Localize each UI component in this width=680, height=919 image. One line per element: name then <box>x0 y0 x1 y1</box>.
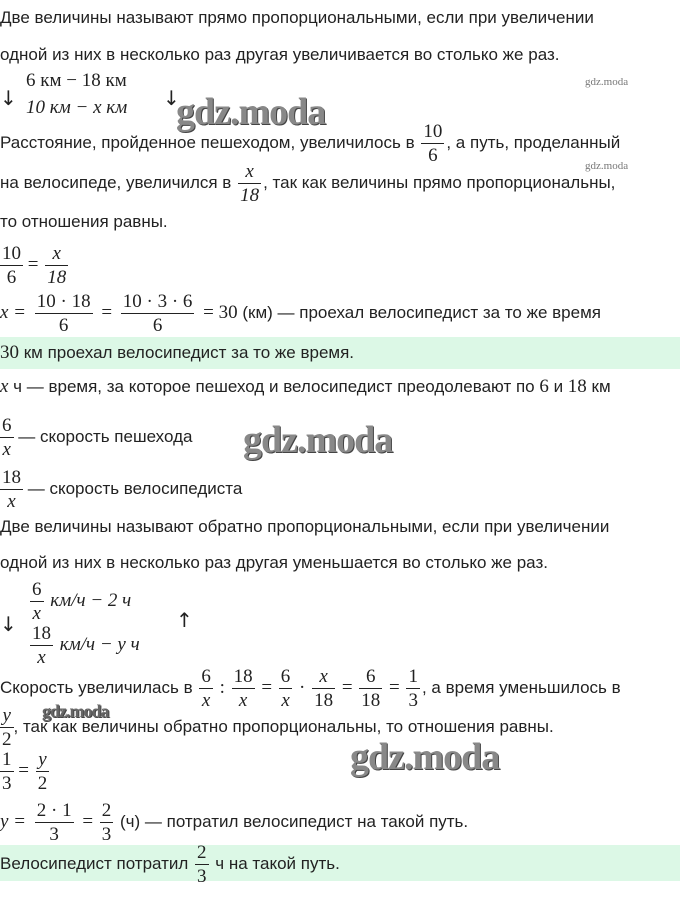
fraction-term: 3 <box>408 690 418 711</box>
text-segment <box>0 843 340 886</box>
arrow-down-icon: ↓ <box>0 86 17 110</box>
fraction-term: 6 <box>2 415 12 436</box>
text-segment: · <box>299 676 306 698</box>
fraction-term: 2 · 1 <box>36 800 72 821</box>
text-segment: y = <box>0 810 27 832</box>
fraction-bar <box>421 143 444 144</box>
scheme2-row1 <box>28 580 131 623</box>
fraction <box>199 667 213 710</box>
text-segment: = 30 <box>203 301 238 323</box>
scheme2-row2 <box>28 624 140 667</box>
text-segment: на велосипеде, увеличился в <box>0 172 232 192</box>
fraction-term: 1 <box>408 666 418 687</box>
fraction-term: 18 <box>361 690 381 711</box>
text-segment: — скорость пешехода <box>13 426 193 446</box>
fraction-bar <box>232 688 255 689</box>
fraction-term: y <box>2 705 11 726</box>
fraction-term: 6 <box>6 267 17 288</box>
fraction <box>421 122 444 165</box>
fraction <box>45 244 68 287</box>
fraction <box>0 706 14 749</box>
text-segment: ч — время, за которое пешеход и велосипедист преодолевают по <box>8 377 540 396</box>
fraction-bar <box>279 688 293 689</box>
fraction-term: y <box>38 749 47 770</box>
text-segment: (км) — проехал велосипедист за то же время <box>237 302 601 322</box>
fraction-bar <box>35 822 74 823</box>
watermark: gdz.moda <box>585 160 629 172</box>
fraction-bar <box>312 688 335 689</box>
text-segment: , так как величины обратно пропорциональны, то отношения равны. <box>13 716 554 736</box>
fraction-term: 1 <box>2 749 12 770</box>
fraction-term: 10 <box>2 243 21 264</box>
fraction-bar <box>121 313 195 314</box>
fraction-term: 2 <box>2 729 12 750</box>
fraction-bar <box>0 489 23 490</box>
fraction <box>0 244 23 287</box>
fraction-term: x <box>238 690 248 711</box>
text-segment: = <box>341 676 353 698</box>
text-segment: , а путь, проделанный <box>446 132 621 152</box>
fraction-term: 10 <box>423 121 443 142</box>
speed-cyclist <box>0 468 242 511</box>
fraction-term: x <box>37 647 46 668</box>
scheme1-row1: 6 км − 18 км <box>26 70 127 91</box>
fraction-bar <box>238 183 261 184</box>
arrow-down-icon: ↓ <box>0 612 17 636</box>
answer-box-1 <box>0 337 680 369</box>
text-segment: (ч) — потратил велосипедист на такой путь. <box>115 811 469 831</box>
text-segment: Расстояние, пройденное пешеходом, увеличилось в <box>0 132 415 152</box>
fraction <box>30 580 44 623</box>
fraction-bar <box>36 771 50 772</box>
answer-box-2 <box>0 842 680 887</box>
fraction-term: 2 <box>37 773 48 794</box>
equation-solve-y <box>0 801 468 844</box>
fraction-bar <box>0 265 23 266</box>
text-segment: = <box>82 810 94 832</box>
fraction <box>0 468 23 511</box>
text-segment: км <box>586 377 611 396</box>
arrow-up-icon: ↑ <box>176 608 193 632</box>
watermark: gdz.moda <box>42 701 109 721</box>
text-segment: — скорость велосипедиста <box>23 478 243 498</box>
fraction-term: 18 <box>32 623 51 644</box>
definition-inverse-line1: Две величины называют обратно пропорциональными, если при увеличении <box>0 517 610 536</box>
fraction-term: 6 <box>32 579 42 600</box>
text-segment: x = <box>0 301 27 323</box>
fraction <box>121 292 195 335</box>
fraction-term: 10 · 3 · 6 <box>122 291 193 312</box>
fraction-term: 6 <box>201 666 211 687</box>
text-segment: x <box>0 376 9 397</box>
text-segment: Скорость увеличилась в <box>0 677 193 697</box>
fraction-term: x <box>2 439 11 460</box>
fraction <box>0 750 14 793</box>
text-segment: : <box>219 676 225 698</box>
fraction-bar <box>100 822 114 823</box>
fraction-bar <box>0 771 14 772</box>
text-segment: км/ч − 2 ч <box>50 589 132 611</box>
text-segment: км/ч − y ч <box>59 633 140 655</box>
fraction-term: 6 <box>280 666 291 687</box>
fraction <box>36 750 50 793</box>
fraction-term: x <box>32 603 41 624</box>
fraction-term: 18 <box>2 467 21 488</box>
fraction-term: 6 <box>428 145 438 166</box>
fraction-term: 2 <box>101 800 112 821</box>
text-segment: = <box>101 301 113 323</box>
paragraph-distance-line3: то отношения равны. <box>0 212 168 231</box>
definition-direct-line1: Две величины называют прямо пропорциональными, если при увеличении <box>0 8 594 27</box>
fraction-term: 18 <box>314 690 334 711</box>
scheme1-row2: 10 км − x км <box>26 97 128 118</box>
fraction-bar <box>30 645 53 646</box>
fraction-term: x <box>7 491 16 512</box>
fraction-term: 6 <box>366 666 376 687</box>
fraction <box>35 292 93 335</box>
text-segment: = <box>18 759 29 781</box>
text-segment: 6 <box>539 376 549 397</box>
text-segment: = <box>389 676 400 698</box>
text-segment: и <box>548 377 568 396</box>
fraction <box>359 667 382 710</box>
definition-direct-line2: одной из них в несколько раз другая увеличивается во столько же раз. <box>0 45 560 64</box>
paragraph-distance-line2 <box>0 162 615 205</box>
fraction <box>100 801 114 844</box>
text-segment: = <box>261 676 273 698</box>
fraction-term: 10 · 18 <box>36 291 91 312</box>
fraction-bar <box>0 727 14 728</box>
arrow-down-icon: ↓ <box>163 86 180 110</box>
fraction <box>232 667 255 710</box>
fraction-term: 3 <box>2 773 12 794</box>
fraction-term: 6 <box>58 315 69 336</box>
text-segment <box>0 343 354 363</box>
paragraph-time <box>0 377 611 397</box>
fraction-bar <box>359 688 382 689</box>
fraction-term: x <box>52 243 61 264</box>
fraction-term: x <box>201 690 211 711</box>
fraction <box>35 801 74 844</box>
watermark: gdz.moda <box>585 76 629 88</box>
watermark: gdz.moda <box>243 419 393 461</box>
fraction-term: 18 <box>47 267 67 288</box>
fraction-term: x <box>281 690 290 711</box>
fraction-bar <box>0 437 14 438</box>
text-segment: км проехал велосипедист за то же время. <box>19 343 355 362</box>
fraction-term: 18 <box>233 666 253 687</box>
fraction <box>195 843 209 886</box>
fraction-term: 2 <box>197 842 207 863</box>
fraction-bar <box>195 864 209 865</box>
fraction-bar <box>45 265 68 266</box>
equation-proportion-1 <box>0 244 70 287</box>
fraction-bar <box>30 601 44 602</box>
fraction <box>279 667 293 710</box>
text-segment: Велосипедист потратил <box>0 853 194 873</box>
equation-proportion-2 <box>0 750 51 793</box>
fraction-term: 6 <box>152 315 163 336</box>
text-segment: = <box>27 253 39 275</box>
speed-pedestrian <box>0 416 192 459</box>
fraction-term: 3 <box>49 824 59 845</box>
watermark: gdz.moda <box>350 736 500 778</box>
fraction-bar <box>35 313 93 314</box>
fraction-term: 18 <box>240 185 260 206</box>
paragraph-distance-line1 <box>0 122 620 165</box>
text-segment: , так как величины прямо пропорциональны, <box>263 172 616 192</box>
text-segment: 30 <box>0 342 19 363</box>
fraction-term: x <box>319 666 328 687</box>
fraction <box>406 667 420 710</box>
text-segment: , а время уменьшилось в <box>421 677 621 697</box>
fraction-term: 3 <box>101 824 112 845</box>
text-segment: ч на такой путь. <box>210 853 340 873</box>
text-segment: 18 <box>567 376 587 397</box>
fraction <box>0 416 14 459</box>
fraction-term: x <box>245 161 254 182</box>
fraction-term: 3 <box>197 866 207 887</box>
watermark: gdz.moda <box>176 91 326 133</box>
fraction-bar <box>199 688 213 689</box>
fraction <box>30 624 53 667</box>
fraction <box>312 667 335 710</box>
fraction-bar <box>406 688 420 689</box>
equation-solve-x <box>0 292 601 335</box>
definition-inverse-line2: одной из них в несколько раз другая уменьшается во столько же раз. <box>0 553 548 572</box>
fraction <box>238 162 261 205</box>
